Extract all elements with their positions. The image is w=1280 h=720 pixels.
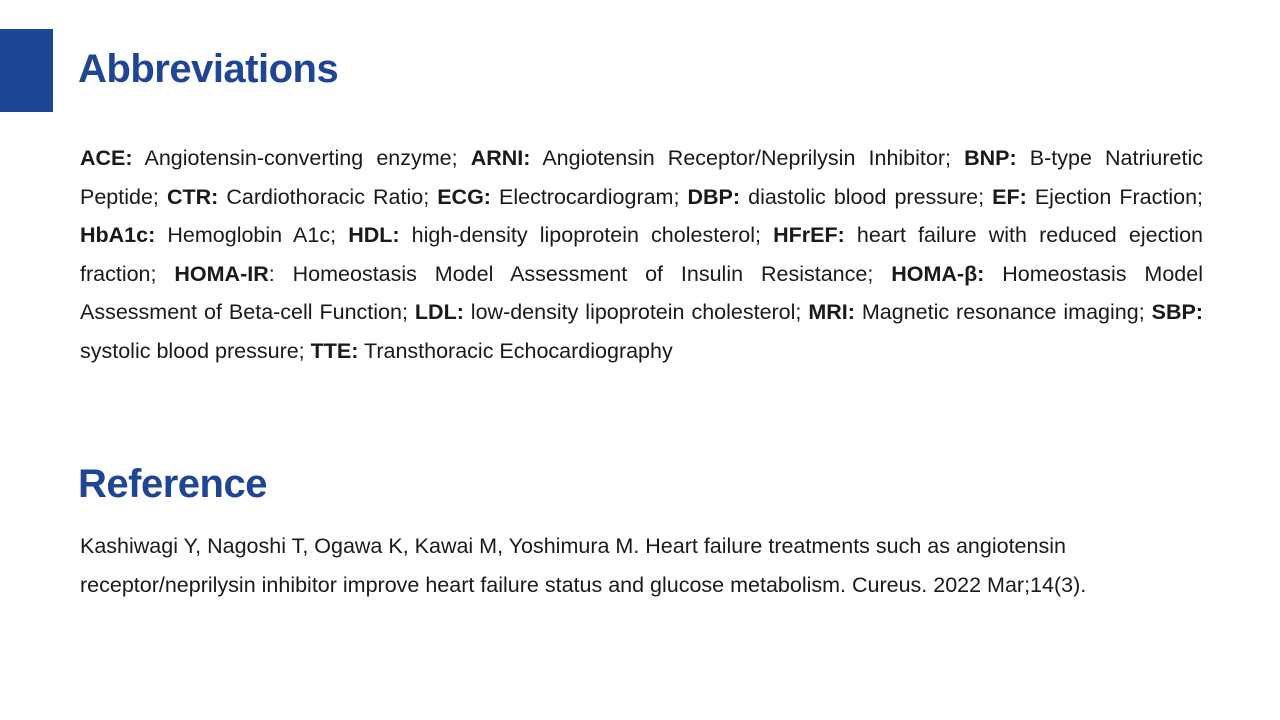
abbr-term: MRI:: [808, 300, 855, 324]
abbr-def: B-type Natriuretic Peptide;: [80, 146, 1203, 209]
abbr-term: SBP:: [1151, 300, 1203, 324]
abbr-term: EF:: [992, 184, 1027, 209]
abbr-def: high-density lipoprotein cholesterol;: [399, 223, 774, 247]
abbr-def: Homeostasis Model Assessment of Beta-cell Function;: [80, 261, 1203, 324]
reference-text: Kashiwagi Y, Nagoshi T, Ogawa K, Kawai M, Yoshimura M. Heart failure treatments such as angiotensin receptor/neprilysin inhibitor improve heart failure status and glucose metabolism. Cureus. 2022 Mar;14(3).: [80, 534, 1087, 597]
abbr-def: : Homeostasis Model Assessment of Insulin Resistance;: [268, 261, 892, 286]
abbr-term: ECG:: [437, 184, 491, 209]
abbr-term: BNP:: [964, 146, 1017, 170]
abbr-def: Electrocardiogram;: [490, 184, 688, 209]
abbr-term: HOMA-IR: [174, 261, 269, 286]
accent-bar: [0, 29, 53, 112]
abbr-term: CTR:: [166, 184, 219, 209]
abbr-term: HFrEF:: [773, 223, 845, 247]
abbr-def: Ejection Fraction;: [1026, 184, 1203, 209]
reference-heading: Reference: [78, 462, 267, 506]
abbreviations-list: [80, 139, 1203, 370]
abbr-term: HOMA-β:: [891, 261, 985, 286]
abbr-def: Cardiothoracic Ratio;: [218, 184, 438, 209]
abbreviations-heading: Abbreviations: [78, 47, 339, 91]
abbr-def: systolic blood pressure;: [80, 338, 311, 363]
abbr-def: Angiotensin Receptor/Neprilysin Inhibitor;: [530, 146, 965, 170]
abbr-def: Magnetic resonance imaging;: [854, 300, 1152, 324]
abbr-term: TTE:: [310, 338, 359, 363]
abbr-def: diastolic blood pressure;: [740, 184, 993, 209]
abbr-term: LDL:: [414, 300, 464, 324]
abbr-term: ACE:: [80, 146, 133, 170]
abbr-term: HDL:: [348, 223, 400, 247]
abbr-def: Transthoracic Echocardiography: [358, 338, 673, 363]
abbr-def: low-density lipoprotein cholesterol;: [463, 300, 809, 324]
abbr-def: heart failure with reduced ejection fraction;: [80, 223, 1203, 286]
abbr-def: Hemoglobin A1c;: [155, 223, 349, 247]
abbr-def: Angiotensin-converting enzyme;: [132, 146, 471, 170]
abbr-term: DBP:: [687, 184, 741, 209]
abbr-term: ARNI:: [470, 146, 531, 170]
abbr-term: HbA1c:: [80, 223, 156, 247]
